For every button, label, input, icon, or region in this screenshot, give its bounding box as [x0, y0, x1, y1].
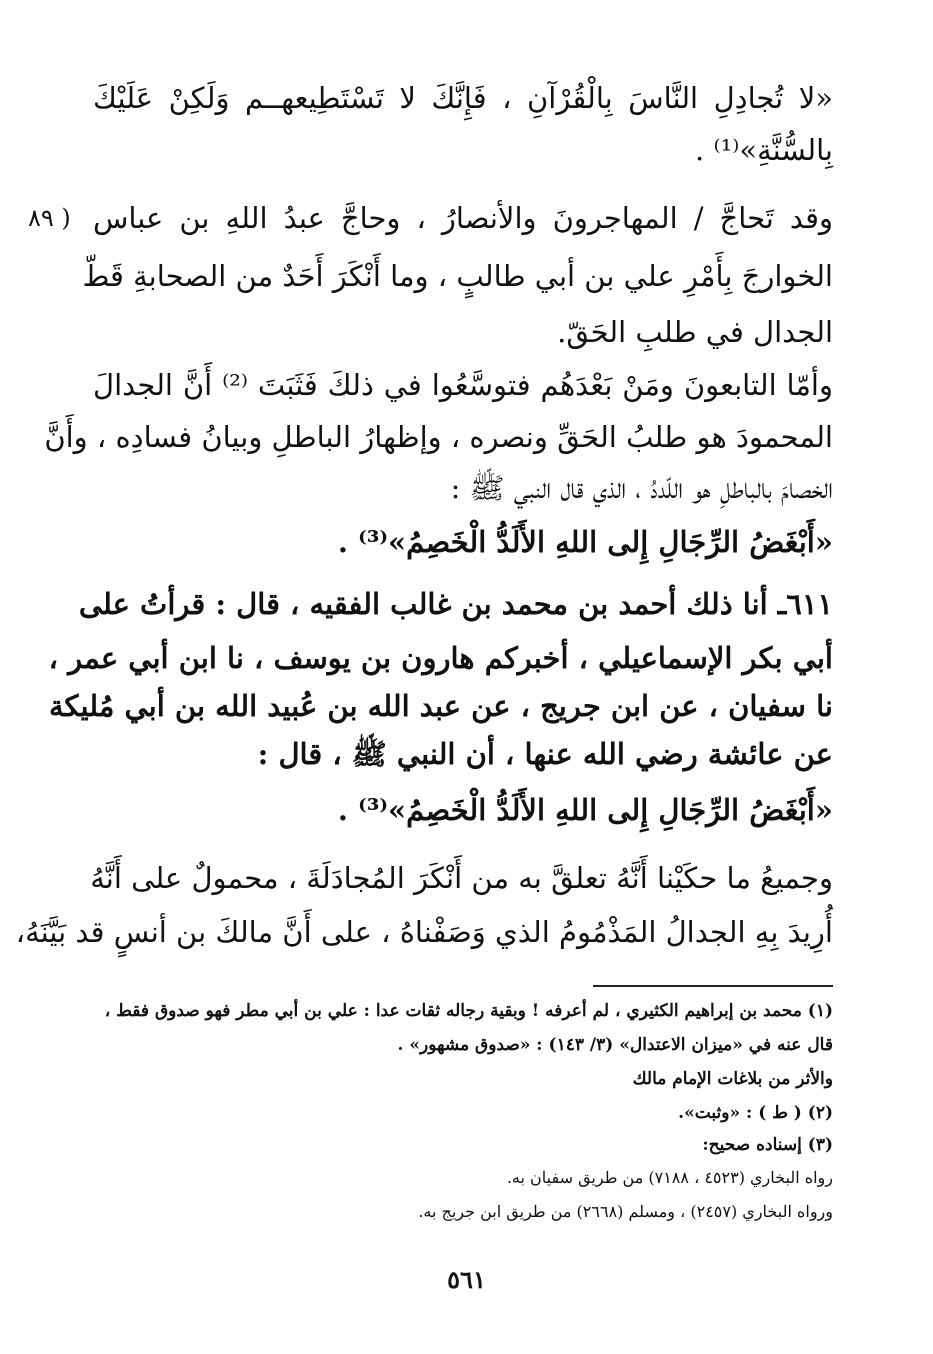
body-line-8: الخصامَ بالباطلِ هو اللّددُ ، الذي قال النبي ﷺ :: [450, 471, 833, 505]
body-line-16: أُرِيدَ بِهِ الجدالُ المَذْمُومُ الذي وَصَفْناهُ ، على أَنَّ مالكَ بن أنسٍ قد بَيَّنَهُ،: [15, 915, 833, 949]
body-line-5: الجدال في طلبِ الحَقّ.: [557, 315, 833, 349]
footnote-divider: [593, 985, 833, 987]
footnote-3-line-1: رواه البخاري (٤٥٢٣ ، ٧١٨٨) من طريق سفيان به.: [506, 1168, 833, 1187]
body-line-6: وأمّا التابعونَ ومَنْ بَعْدَهُم فتوسَّعُوا في ذلكَ فَثَبَتَ ⁽²⁾ أَنَّ الجدالَ: [93, 368, 833, 402]
footnote-3-line-2: ورواه البخاري (٢٤٥٧) ، ومسلم (٢٦٦٨) من طريق ابن جريج به.: [418, 1202, 833, 1221]
hadith-quote-1: «أَبْغَضُ الرِّجَالِ إِلى اللهِ الأَلَدُّ الْخَصِمُ»⁽³⁾ .: [337, 525, 833, 559]
body-line-4: الخوارجَ بِأَمْرِ علي بن أبي طالبٍ ، وما أَنْكَرَ أَحَدٌ من الصحابةِ قَطّ: [82, 259, 833, 293]
body-line-11: أبي بكر الإسماعيلي ، أخبركم هارون بن يوسف ، نا ابن أبي عمر ،: [48, 641, 833, 675]
footnote-3-heading: (٣) إسناده صحيح:: [702, 1135, 833, 1155]
body-line-10: ٦١١ـ أنا ذلك أحمد بن محمد بن غالب الفقيه ، قال : قرأتُ على: [78, 587, 833, 621]
footnote-1: (١) محمد بن إبراهيم الكثيري ، لم أعرفه ! وبقية رجاله ثقات عدا : علي بن أبي مطر فهو صدوق فقط ،: [104, 1001, 833, 1021]
hadith-quote-2: «أَبْغَضُ الرِّجَالِ إِلى اللهِ الأَلَدُّ الْخَصِمُ»⁽³⁾ .: [337, 793, 833, 827]
body-line-13: عن عائشة رضي الله عنها ، أن النبي ﷺ ، قال :: [257, 737, 833, 771]
body-line-2: بِالسُّنَّةِ»⁽¹⁾ .: [695, 133, 833, 167]
footnote-1-note: والأثر من بلاغات الإمام مالك: [632, 1069, 833, 1089]
body-line-1: «لا تُجادِلِ النَّاسَ بِالْقُرْآنِ ، فَإِنَّكَ لا تَسْتَطِيعهــم وَلَكِنْ عَلَيْكَ: [93, 81, 833, 115]
body-line-7: المحمودَ هو طلبُ الحَقِّ ونصره ، وإظهارُ الباطلِ وبيانُ فسادِه ، وأَنَّ: [44, 420, 833, 454]
footnote-2: (٢) ( ط ) : «وثبت».: [678, 1103, 833, 1123]
body-line-12: نا سفيان ، عن ابن جريج ، عن عبد الله بن عُبيد الله بن أبي مُليكة: [48, 689, 833, 723]
margin-marker: ( ٨٩: [28, 204, 71, 232]
body-line-3: وقد تَحاجَّ / المهاجرونَ والأنصارُ ، وحاجَّ عبدُ اللهِ بن عباس: [93, 201, 833, 235]
body-line-15: وجميعُ ما حكَيْنا أَنَّهُ تعلقَّ به من أَنْكَرَ المُجادَلَةَ ، محمولٌ على أَنَّهُ: [90, 861, 833, 895]
page-number: ٥٦١: [447, 1265, 486, 1294]
footnote-1-cont: قال عنه في «ميزان الاعتدال» (٣/ ١٤٣) : «صدوق مشهور» .: [397, 1035, 833, 1055]
